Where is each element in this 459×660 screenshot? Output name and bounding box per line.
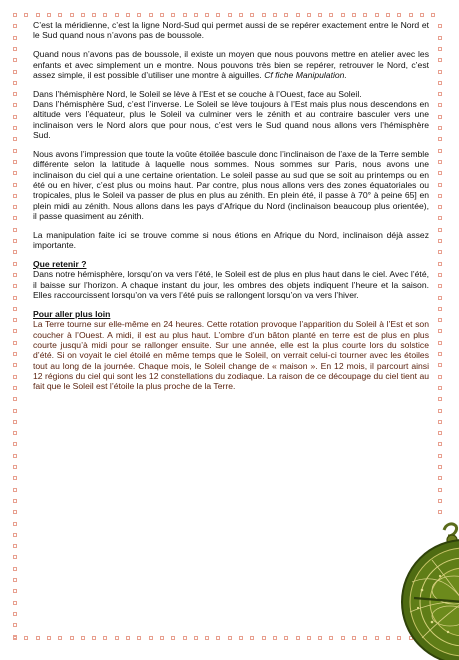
border-dot <box>13 454 17 458</box>
border-dot <box>438 103 442 107</box>
border-dot <box>13 36 17 40</box>
border-dot <box>296 636 300 640</box>
border-dot <box>103 13 107 17</box>
border-dot <box>438 137 442 141</box>
border-dot <box>363 636 367 640</box>
border-dot <box>438 160 442 164</box>
border-dot <box>137 636 141 640</box>
border-dot <box>273 13 277 17</box>
border-dot <box>13 183 17 187</box>
border-dot <box>284 636 288 640</box>
border-dot <box>375 13 379 17</box>
border-dot <box>58 13 62 17</box>
border-dot <box>13 465 17 469</box>
border-dot <box>13 386 17 390</box>
border-dot <box>13 589 17 593</box>
border-dot <box>13 13 17 17</box>
border-dot <box>239 636 243 640</box>
border-dot <box>13 194 17 198</box>
section-que-retenir <box>33 259 429 300</box>
border-dot <box>438 58 442 62</box>
border-dot <box>70 13 74 17</box>
border-dot <box>13 262 17 266</box>
border-dot <box>13 126 17 130</box>
border-dot <box>13 533 17 537</box>
heading-pour-aller-plus-loin: Pour aller plus loin <box>33 308 111 319</box>
border-dot <box>13 363 17 367</box>
border-dot <box>36 636 40 640</box>
border-dot <box>262 13 266 17</box>
paragraph-voute-etoilee: Nous avons l’impression que toute la voûte étoilée bascule donc l’inclinaison de l’axe de la Terre semble différente selon la latitude à laquelle nous sommes. Nous sommes sur Paris, nous avons une inclinaison du ciel qui a une certaine orientation. Le soleil passe au sud que se soit au printemps ou en été ou en hiver, c’est plus ou moins haut. Par contre, plus nous allons vers des zones équatoriales ou tropicales, plus le Soleil va passer de plus en plus au zénith. En plein été, il passe à 70° à peine 65] en plein midi au zénith. Nous allons dans les pays d’Afrique du Nord (inclinaison beaucoup plus orientée), il passe quasiment au zénith. <box>33 148 429 221</box>
border-dot <box>438 454 442 458</box>
border-dot <box>438 420 442 424</box>
border-dot <box>13 70 17 74</box>
border-dot <box>228 13 232 17</box>
border-dot <box>239 13 243 17</box>
border-dot <box>13 318 17 322</box>
border-dot <box>375 636 379 640</box>
border-dot <box>438 250 442 254</box>
border-dot <box>352 13 356 17</box>
border-dot <box>13 296 17 300</box>
border-dot <box>216 13 220 17</box>
border-dot <box>115 13 119 17</box>
border-dot <box>438 386 442 390</box>
border-dot <box>13 307 17 311</box>
border-dot <box>103 636 107 640</box>
border-dot <box>250 13 254 17</box>
border-dot <box>13 239 17 243</box>
border-dot <box>47 13 51 17</box>
border-dot <box>409 13 413 17</box>
border-dot <box>228 636 232 640</box>
border-dot <box>438 36 442 40</box>
border-dot <box>397 13 401 17</box>
border-dot <box>250 636 254 640</box>
border-dot <box>341 13 345 17</box>
border-dot <box>13 47 17 51</box>
border-dot <box>13 24 17 28</box>
border-dot <box>216 636 220 640</box>
border-dot <box>438 352 442 356</box>
border-dot <box>13 375 17 379</box>
border-dot <box>81 636 85 640</box>
border-dot <box>420 13 424 17</box>
border-dot <box>13 284 17 288</box>
border-dot <box>438 465 442 469</box>
border-dot <box>438 126 442 130</box>
border-dot <box>160 636 164 640</box>
border-dot <box>13 160 17 164</box>
border-dot <box>13 476 17 480</box>
paragraph-boussole <box>33 49 429 80</box>
border-dot <box>438 375 442 379</box>
document-body <box>33 20 429 400</box>
border-dot <box>183 13 187 17</box>
border-dot <box>438 329 442 333</box>
border-dot <box>386 636 390 640</box>
border-dot <box>296 13 300 17</box>
paragraph-hemisphere-nord: Dans l’hémisphère Nord, le Soleil se lève à l’Est et se couche à l’Ouest, face au Soleil. <box>33 88 362 99</box>
border-dot <box>13 409 17 413</box>
border-dot <box>149 636 153 640</box>
border-dot <box>438 499 442 503</box>
border-dot <box>438 296 442 300</box>
border-dot <box>13 601 17 605</box>
border-dot <box>13 58 17 62</box>
border-dot <box>438 431 442 435</box>
border-dot <box>13 341 17 345</box>
astrolabe-icon <box>392 520 459 660</box>
border-dot <box>438 488 442 492</box>
border-dot <box>81 13 85 17</box>
border-dot <box>438 149 442 153</box>
border-dot <box>438 284 442 288</box>
border-dot <box>47 636 51 640</box>
border-dot <box>438 205 442 209</box>
border-dot <box>363 13 367 17</box>
border-dot <box>13 92 17 96</box>
border-dot <box>438 92 442 96</box>
border-dot <box>13 442 17 446</box>
border-dot <box>115 636 119 640</box>
border-dot <box>438 476 442 480</box>
border-dot <box>13 567 17 571</box>
border-dot <box>13 329 17 333</box>
border-dot <box>438 24 442 28</box>
border-dot <box>438 397 442 401</box>
border-dot <box>438 47 442 51</box>
border-dot <box>13 522 17 526</box>
paragraph-pour-aller-plus-loin: La Terre tourne sur elle-même en 24 heures. Cette rotation provoque l’apparition du Soleil à l’Est et son coucher à l’Ouest. A midi, il est au plus haut. L’ombre d’un bâton planté en terre est de plus en plus courte jusqu’à midi pour se rallonger ensuite. Sur une année, elle est la plus courte lors du solstice d’été. Si on voyait le ciel étoilé en même temps que le Soleil, on verrait celui-ci tourner avec les étoiles tout au long de la journée. Chaque mois, le Soleil change de « maison ». En 12 mois, il parcourt ainsi 12 régions du ciel qui sont les 12 constellations du zodiaque. La raison de ce découpage du ciel tient au fait que le Soleil est l’étoile la plus proche de la Terre. <box>33 319 429 392</box>
paragraph-meridienne: C’est la méridienne, c’est la ligne Nord-Sud qui permet aussi de se repérer exactement entre le Nord et le Sud quand nous n’avons pas de boussole. <box>33 20 429 41</box>
border-dot <box>438 510 442 514</box>
border-dot <box>13 115 17 119</box>
border-dot <box>13 578 17 582</box>
border-dot <box>329 13 333 17</box>
paragraph-hemisphere-sud: Dans l’hémisphère Sud, c’est l’inverse. Le Soleil se lève toujours à l’Est mais plus nous descendons en altitude vers l’équateur, plus le Soleil va culminer vers le zénith et au contraire basculer vers une inclinaison vers le Nord alors que pour nous, c’est vers le Sud quand nous allons vers l’hémisphère Sud. <box>33 99 429 141</box>
border-dot <box>13 420 17 424</box>
border-dot <box>13 397 17 401</box>
paragraph-que-retenir: Dans notre hémisphère, lorsqu’on va vers l’été, le Soleil est de plus en plus haut dans le ciel. Avec l’été, il baisse sur l’horizon. A chaque instant du jour, les ombres des objets indiquent l’heure et la saison. Elles raccourcissent lorsqu’on va vers l’été puis se rallongent lorsqu’on va vers l’hiver. <box>33 269 429 301</box>
border-dot <box>341 636 345 640</box>
border-dot <box>13 171 17 175</box>
border-dot <box>329 636 333 640</box>
border-dot <box>13 250 17 254</box>
border-dot <box>13 623 17 627</box>
border-dot <box>438 228 442 232</box>
border-dot <box>262 636 266 640</box>
border-dot <box>24 13 28 17</box>
section-pour-aller-plus-loin <box>33 309 429 392</box>
border-dot <box>438 307 442 311</box>
border-dot <box>438 183 442 187</box>
border-dot <box>438 409 442 413</box>
border-dot <box>438 70 442 74</box>
border-dot <box>149 13 153 17</box>
border-dot <box>13 137 17 141</box>
border-dot <box>171 636 175 640</box>
border-dot <box>70 636 74 640</box>
border-dot <box>352 636 356 640</box>
border-dot <box>438 171 442 175</box>
border-dot <box>36 13 40 17</box>
border-dot <box>205 13 209 17</box>
border-dot <box>183 636 187 640</box>
border-dot <box>13 103 17 107</box>
border-dot <box>92 636 96 640</box>
border-dot <box>438 115 442 119</box>
border-dot <box>58 636 62 640</box>
border-dot <box>438 341 442 345</box>
border-dot <box>13 273 17 277</box>
border-dot <box>171 13 175 17</box>
border-dot <box>438 216 442 220</box>
border-dot <box>284 13 288 17</box>
border-dot <box>13 216 17 220</box>
border-dot <box>307 13 311 17</box>
border-dot <box>438 273 442 277</box>
border-dot <box>13 352 17 356</box>
border-dot <box>431 13 435 17</box>
border-dot <box>438 442 442 446</box>
border-dot <box>438 363 442 367</box>
border-dot <box>13 544 17 548</box>
border-dot <box>13 149 17 153</box>
border-dot <box>13 635 17 639</box>
border-dot <box>438 318 442 322</box>
border-dot <box>318 13 322 17</box>
border-dot <box>13 488 17 492</box>
border-dot <box>386 13 390 17</box>
border-dot <box>307 636 311 640</box>
heading-que-retenir: Que retenir ? <box>33 259 87 270</box>
border-dot <box>194 13 198 17</box>
border-dot <box>13 431 17 435</box>
border-dot <box>13 205 17 209</box>
border-dot <box>92 13 96 17</box>
border-dot <box>318 636 322 640</box>
border-dot <box>438 81 442 85</box>
border-dot <box>13 499 17 503</box>
border-dot <box>13 612 17 616</box>
paragraph-manipulation: La manipulation faite ici se trouve comme si nous étions en Afrique du Nord, inclinaison déjà assez importante. <box>33 229 429 251</box>
border-dot <box>438 194 442 198</box>
border-dot <box>13 510 17 514</box>
paragraph-boussole-text: Quand nous n’avons pas de boussole, il existe un moyen que nous pouvons mettre en atelier avec les enfants et avec simplement un e montre. Nous pouvons très bien se repérer, retrouver le Nord, c’est assez simple, il est possible d’utiliser une montre à aiguilles. <box>33 49 429 80</box>
border-dot <box>13 81 17 85</box>
border-dot <box>273 636 277 640</box>
border-dot <box>194 636 198 640</box>
border-dot <box>126 636 130 640</box>
border-dot <box>205 636 209 640</box>
manipulation-reference: Cf fiche Manipulation. <box>264 69 347 80</box>
border-dot <box>13 555 17 559</box>
border-dot <box>13 228 17 232</box>
border-dot <box>137 13 141 17</box>
border-dot <box>126 13 130 17</box>
border-dot <box>438 262 442 266</box>
border-dot <box>160 13 164 17</box>
border-dot <box>24 636 28 640</box>
border-dot <box>438 239 442 243</box>
